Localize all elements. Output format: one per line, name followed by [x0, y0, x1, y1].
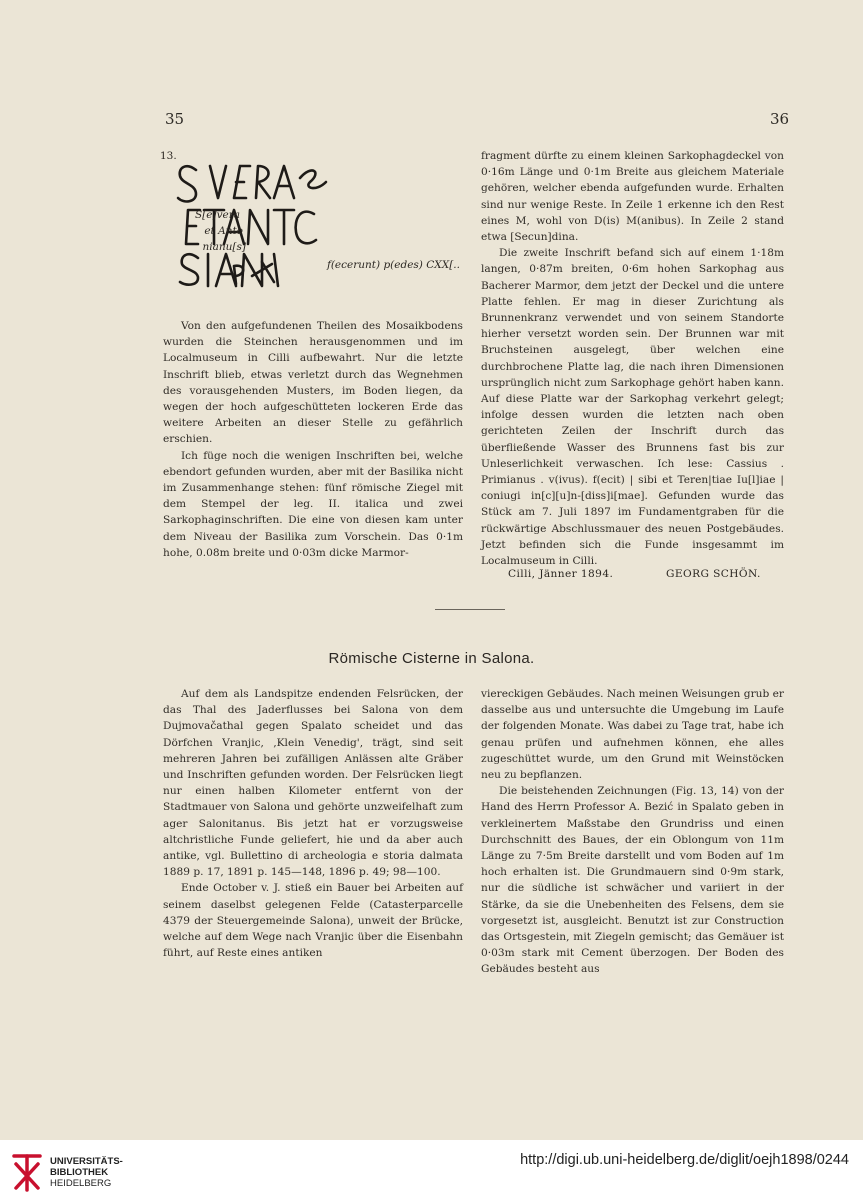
paragraph: Die beistehenden Zeichnungen (Fig. 13, 14) von der Hand des Herrn Professor A. Bezić in Spalato geben in verkleinertem Maßstabe den Grundriss und einen Durchschnitt des Baues, der ein Oblongum von 11m Länge zu 7·5m Breite darstellt und vom Boden auf 1m hoch erhalten ist. Die Grundmauern sind 0·9m stark, nur die südliche ist schwächer und variiert in der Stärke, da sie die Unebenheiten des Felsens, dem sie vorgesetzt ist, ausgleicht. Benutzt ist zur Construction das Ortsgestein, mit Ziegeln gemischt; das Gemäuer ist 0·03m stark mit Cement überzogen. Der Boden des Gebäudes besteht aus	[481, 785, 784, 976]
paragraph: Auf dem als Landspitze endenden Felsrücken, der das Thal des Jaderflusses bei Salona von dem Dujmovačathal gegen Spalato scheidet und das Dörfchen Vranjic, ‚Klein Venedig', trägt, sind seit mehreren Jahren bei zufälligen Anlässen alte Gräber und Inschriften gefunden worden. Der Felsrücken liegt nur einen halben Kilometer entfernt von der Stadtmauer von Salona und gehörte unzweifelhaft zum ager Salonitanus. Bis jetzt hat er vorzugsweise altchristliche Funde geliefert, hie und da aber auch antike, vgl. Bullettino di archeologia e storia dalmata 1889 p. 17, 1891 p. 145—148, 1896 p. 49; 98—100.	[163, 688, 463, 879]
paragraph: Die zweite Inschrift befand sich auf einem 1·18m langen, 0·87m breiten, 0·6m hohen Sarkophag aus Bacherer Marmor, dem jetzt der Deckel und die untere Platte fehlen. Er mag in dieser Zurichtung als Brunnenkranz verwendet und von seinem Standorte hierher versetzt worden sein. Der Brunnen war mit Bruchsteinen ausgelegt, über welchen eine durchbrochene Platte lag, die nach ihren Dimensionen ursprünglich nicht zum Sarkophage gehört haben kann. Auf diese Platte war der Sarkophag verkehrt gelegt; infolge dessen wurden die letzten nach oben gerichteten Zeilen der Inschrift durch das überfließende Wasser des Brunnens fast bis zur Unleserlichkeit verwaschen. Ich lese: Cassius . Primianus . v(ivus). f(ecit) | sibi et Teren|tiae Iu[l]iae | coniugi in[c][u]n-[diss]i[mae]. Gefunden wurde das Stück am 7. Juli 1897 im Fundamentgraben für die rückwärtige Abschlussmauer des neuen Postgebäudes. Jetzt befinden sich die Funde insgesammt im Localmuseum in Cilli.	[481, 247, 784, 568]
right-column-bottom	[481, 686, 784, 978]
transcription-line-2: et Anto	[204, 225, 243, 237]
paragraph: Von den aufgefundenen Theilen des Mosaikbodens wurden die Steinchen herausgenommen und im Localmuseum in Cilli aufbewahrt. Nur die letzte Inschrift blieb, etwas verletzt durch das Wegnehmen des vorausgehenden Musters, im Boden liegen, da wegen der hoch aufgeschütteten lockeren Erde das weitere Arbeiten an dieser Stelle zu gefährlich erschien.	[163, 320, 463, 446]
footer-bar	[0, 1140, 863, 1204]
left-column-bottom	[163, 686, 463, 961]
signature	[508, 568, 761, 580]
page-url-link[interactable]: http://digi.ub.uni-heidelberg.de/diglit/oejh1898/0244	[520, 1152, 849, 1168]
signature-name: GEORG SCHÖN.	[666, 568, 761, 580]
university-library-logo-icon[interactable]	[10, 1150, 44, 1194]
section-divider	[435, 609, 505, 610]
left-column-top	[163, 318, 463, 561]
signature-place: Cilli, Jänner 1894.	[508, 568, 614, 580]
transcription-line-4: f(ecerunt) p(edes) CXX[..	[326, 259, 460, 271]
paragraph: Ende October v. J. stieß ein Bauer bei Arbeiten auf seinem daselbst gelegenen Felde (Catasterparcelle 4379 der Steuergemeinde Salona), unweit der Brücke, welche auf dem Wege nach Vranjic über die Eisenbahn führt, auf Reste eines antiken	[163, 882, 463, 960]
section-title: Römische Cisterne in Salona.	[328, 650, 535, 667]
paragraph: Ich füge noch die wenigen Inschriften bei, welche ebendort gefunden wurden, aber mit der Basilika nicht im Zusammenhange stehen: fünf römische Ziegel mit dem Stempel der leg. II. italica und zwei Sarkophaginschriften. Die eine von diesen kam unter dem Niveau der Basilika zum Vorschein. Das 0·1m hohe, 0.08m breite und 0·03m dicke Marmor-	[163, 449, 463, 559]
library-name-line: HEIDELBERG	[50, 1178, 112, 1189]
transcription-line-3: nianu[s]	[202, 241, 246, 253]
transcription-line-1: S[e]vera	[194, 209, 240, 221]
page-number-left: 35	[165, 110, 185, 128]
library-name[interactable]	[50, 1156, 123, 1189]
paragraph: viereckigen Gebäudes. Nach meinen Weisungen grub er dasselbe aus und untersuchte die Umgebung im Laufe der folgenden Monate. Was dabei zu Tage trat, habe ich genau prüfen und aufnehmen können, ehe alles zugeschüttet wurde, um den Grund mit Weinstöcken neu zu bepflanzen.	[481, 688, 784, 782]
library-name-line: UNIVERSITÄTS-	[50, 1156, 123, 1167]
paragraph: fragment dürfte zu einem kleinen Sarkophagdeckel von 0·16m Länge und 0·1m Breite aus gleichem Materiale gehören, welcher ebenda aufgefunden wurde. Erhalten sind nur wenige Reste. In Zeile 1 erkenne ich den Rest eines M, wohl von D(is) M(anibus). In Zeile 2 stand etwa [Secun]dina.	[481, 150, 784, 244]
figure-number: 13.	[160, 150, 177, 162]
library-name-line: BIBLIOTHEK	[50, 1167, 109, 1178]
page-number-right: 36	[770, 110, 790, 128]
right-column-top	[481, 148, 784, 569]
